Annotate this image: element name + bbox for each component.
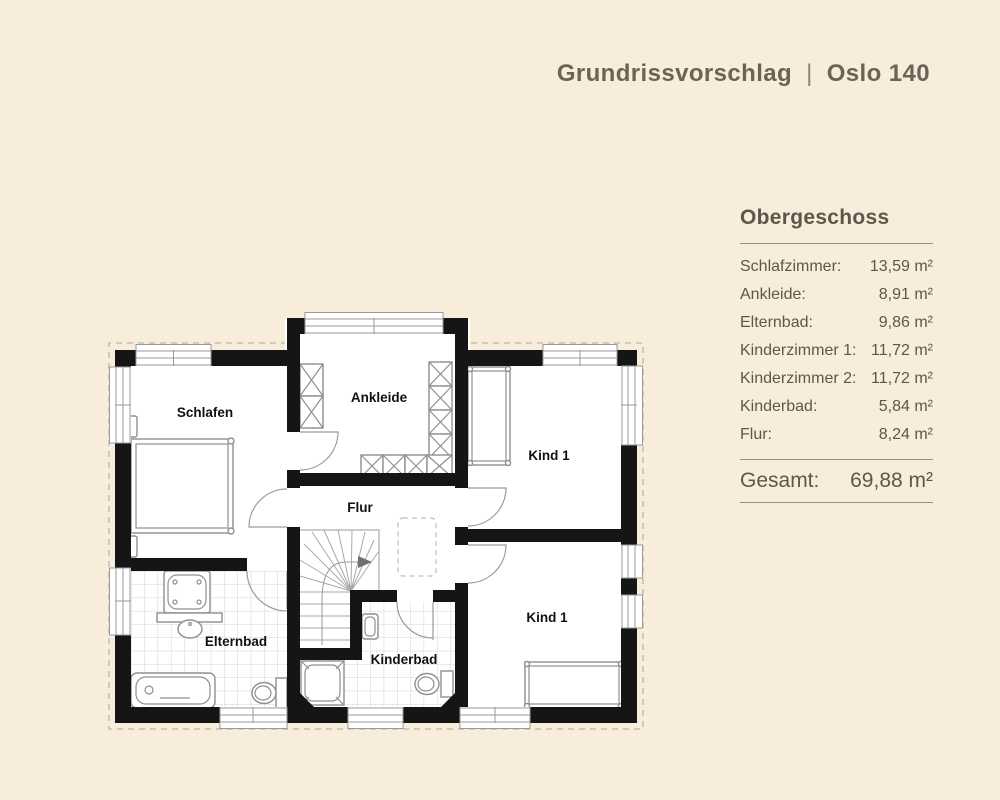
row-value: 5,84 m² (878, 398, 933, 415)
total-value: 69,88 m² (850, 469, 933, 492)
window-kind1-top (543, 344, 617, 366)
room-label-schlafen: Schlafen (176, 405, 234, 420)
window-kind1bottom-bottom (460, 707, 530, 729)
bathtub-symbol (131, 673, 215, 708)
sink-symbol (362, 614, 378, 639)
window-kind1bottom-right-a (621, 545, 643, 578)
table-row (740, 309, 933, 337)
row-label: Schlafzimmer: (740, 258, 842, 275)
window-kind1bottom-right-b (621, 595, 643, 628)
window-kinderbad-bottom (348, 707, 403, 729)
room-label-kind1-top: Kind 1 (528, 448, 570, 463)
row-value: 9,86 m² (878, 314, 933, 331)
panel-heading: Obergeschoss (740, 206, 890, 229)
row-label: Kinderzimmer 1: (740, 342, 857, 359)
wardrobe-left (300, 364, 323, 428)
shower-symbol (164, 571, 210, 613)
bed-symbol-kind1-top (468, 367, 511, 466)
row-label: Kinderzimmer 2: (740, 370, 857, 387)
row-label: Kinderbad: (740, 398, 818, 415)
panel-rule (740, 243, 933, 244)
room-label-flur: Flur (347, 500, 373, 515)
bed-symbol-kind1-bottom (525, 662, 624, 709)
window-schlafen-top (136, 344, 211, 366)
row-value: 8,24 m² (878, 426, 933, 443)
room-label-kind1-bottom: Kind 1 (526, 610, 568, 625)
row-label: Elternbad: (740, 314, 813, 331)
page-title-separator: | (806, 60, 813, 87)
table-row (740, 421, 933, 449)
row-label: Flur: (740, 426, 772, 443)
window-schlafen-left (109, 367, 131, 443)
row-value: 13,59 m² (869, 258, 933, 275)
row-value: 11,72 m² (871, 342, 933, 359)
toilet-symbol (415, 671, 453, 697)
page-title-right: Oslo 140 (826, 60, 930, 87)
row-label: Ankleide: (740, 286, 806, 303)
table-row (740, 393, 933, 421)
table-row (740, 281, 933, 309)
page-title-left: Grundrissvorschlag (556, 60, 793, 87)
total-row (740, 459, 933, 503)
shower-symbol (301, 661, 344, 705)
window-elternbad-bottom (220, 707, 287, 729)
window-elternbad-left (109, 568, 131, 635)
page-title (557, 60, 930, 88)
row-value: 8,91 m² (878, 286, 933, 303)
row-value: 11,72 m² (871, 370, 933, 387)
room-label-ankleide: Ankleide (350, 390, 408, 405)
table-row (740, 365, 933, 393)
table-row (740, 253, 933, 281)
wardrobe-right (429, 362, 452, 458)
area-summary-panel (740, 206, 933, 503)
window-ankleide-top (305, 312, 443, 334)
total-label: Gesamt: (740, 469, 820, 492)
window-kind1top-right (621, 366, 643, 445)
table-row (740, 337, 933, 365)
room-label-kinderbad: Kinderbad (370, 652, 438, 667)
room-label-elternbad: Elternbad (204, 634, 268, 649)
